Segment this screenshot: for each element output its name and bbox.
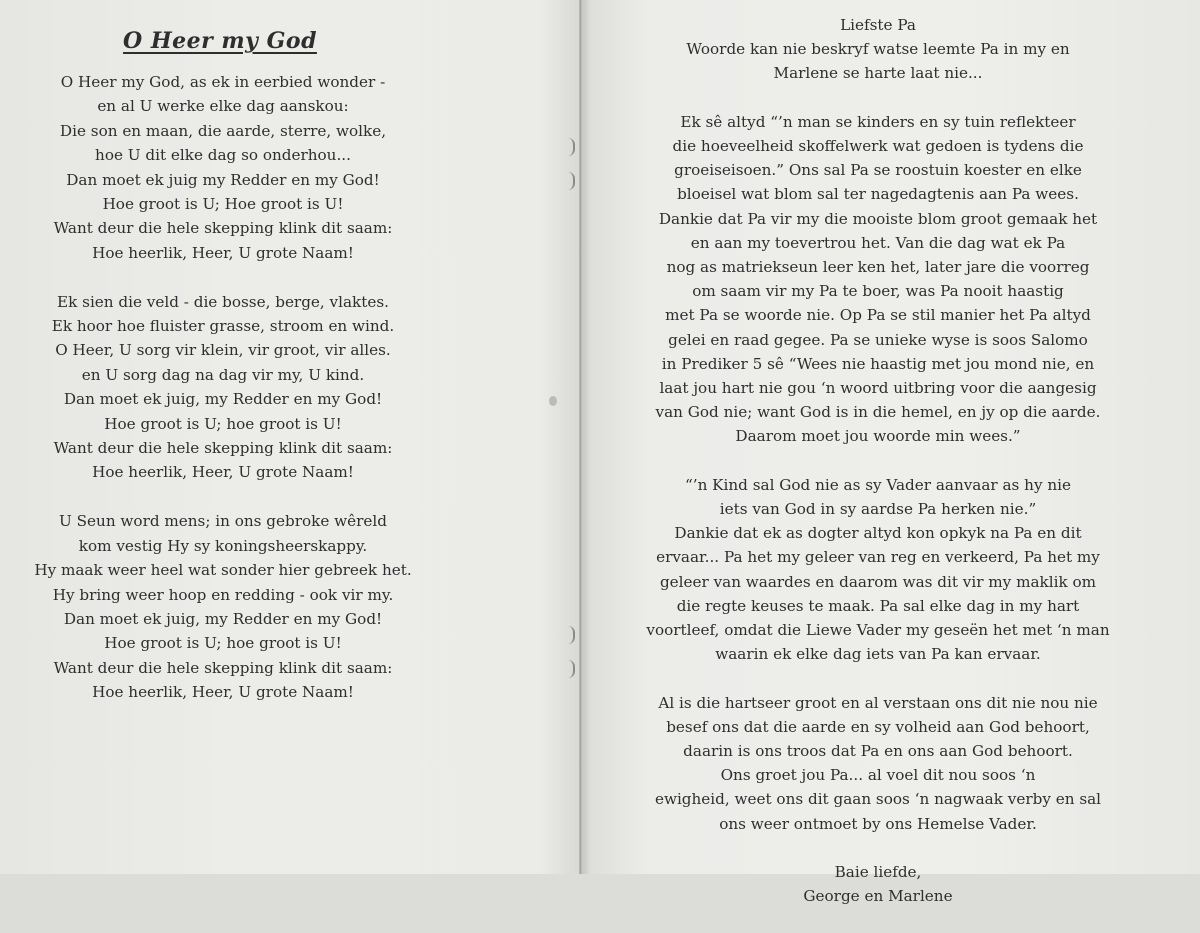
letter-line: besef ons dat die aarde en sy volheid aan God behoort, bbox=[666, 717, 1090, 736]
letter-line: ons weer ontmoet by ons Hemelse Vader. bbox=[719, 814, 1037, 833]
letter-line: waarin ek elke dag iets van Pa kan ervaar. bbox=[715, 645, 1041, 664]
letter-line: van God nie; want God is in die hemel, en jy op die aarde. bbox=[655, 403, 1101, 422]
hymn-line: Ek hoor hoe fluister grasse, stroom en wind. bbox=[51, 317, 395, 336]
letter-line: en aan my toevertrou het. Van die dag wat ek Pa bbox=[690, 233, 1066, 252]
letter-paragraph bbox=[585, 473, 1171, 667]
letter-signoff bbox=[585, 860, 1171, 908]
letter-line: Liefste Pa bbox=[840, 16, 916, 34]
hymn-line: O Heer my God, as ek in eerbied wonder - bbox=[60, 73, 386, 91]
letter-line: Ons groet jou Pa... al voel dit nou soos ‘n bbox=[720, 766, 1036, 785]
letter-line: die hoeveelheid skoffelwerk wat gedoen is tydens die bbox=[672, 137, 1084, 155]
letter-line: bloeisel wat blom sal ter nagedagtenis aan Pa wees. bbox=[677, 185, 1079, 204]
letter-line: met Pa se woorde nie. Op Pa se stil manier het Pa altyd bbox=[665, 306, 1091, 325]
hymn-line: Want deur die hele skepping klink dit saam: bbox=[53, 439, 393, 458]
hymn-stanza bbox=[0, 290, 446, 485]
tribute-letter bbox=[585, 13, 1171, 933]
letter-line: Daarom moet jou woorde min wees.” bbox=[735, 427, 1021, 446]
hymn-line: Hoe groot is U; hoe groot is U! bbox=[104, 634, 342, 653]
hymn-line: Ek sien die veld - die bosse, berge, vlaktes. bbox=[57, 292, 389, 311]
letter-line: geleer van waardes en daarom was dit vir my maklik om bbox=[659, 572, 1097, 591]
hymn-stanza bbox=[0, 509, 446, 704]
hymn-line: Dan moet ek juig, my Redder en my God! bbox=[63, 390, 383, 409]
hymn-line: kom vestig Hy sy koningsheerskappy. bbox=[78, 536, 368, 555]
hymn-line: Die son en maan, die aarde, sterre, wolke, bbox=[59, 121, 387, 140]
letter-line: laat jou hart nie gou ‘n woord uitbring voor die aangesig bbox=[659, 379, 1097, 398]
letter-line: Ek sê altyd “’n man se kinders en sy tuin reflekteer bbox=[680, 112, 1076, 131]
letter-line: die regte keuses te maak. Pa sal elke dag in my hart bbox=[676, 596, 1080, 615]
hymn-line: Dan moet ek juig my Redder en my God! bbox=[66, 170, 380, 189]
letter-line: Woorde kan nie beskryf watse leemte Pa in my en bbox=[686, 40, 1070, 59]
hymn-stanza bbox=[0, 70, 446, 265]
hymn-line: en U sorg dag na dag vir my, U kind. bbox=[81, 365, 365, 384]
letter-line: in Prediker 5 sê “Wees nie haastig met jou mond nie, en bbox=[661, 354, 1095, 373]
hymn-text bbox=[0, 70, 446, 729]
hymn-line: Want deur die hele skepping klink dit saam: bbox=[53, 658, 393, 677]
letter-line: Marlene se harte laat nie... bbox=[773, 64, 983, 83]
letter-line: nog as matriekseun leer ken het, later jare die voorreg bbox=[666, 258, 1090, 277]
letter-paragraph bbox=[585, 691, 1171, 836]
letter-paragraph bbox=[585, 110, 1171, 449]
hymn-line: Hy maak weer heel wat sonder hier gebreek het. bbox=[34, 561, 412, 580]
letter-line: voortleef, omdat die Liewe Vader my geseën het met ‘n man bbox=[646, 621, 1110, 640]
letter-greeting bbox=[585, 13, 1171, 86]
hymn-line: Hoe groot is U; Hoe groot is U! bbox=[102, 195, 344, 214]
letter-line: groeiseisoen.” Ons sal Pa se roostuin koester en elke bbox=[674, 161, 1082, 180]
hymn-line: Hoe groot is U; hoe groot is U! bbox=[104, 414, 342, 433]
letter-line: iets van God in sy aardse Pa herken nie.” bbox=[719, 500, 1037, 519]
hymn-line: Hoe heerlik, Heer, U grote Naam! bbox=[92, 683, 354, 702]
letter-closing: Baie liefde, bbox=[834, 863, 922, 882]
hymn-line: hoe U dit elke dag so onderhou... bbox=[95, 146, 351, 165]
letter-line: om saam vir my Pa te boer, was Pa nooit haastig bbox=[692, 282, 1064, 301]
hymn-line: O Heer, U sorg vir klein, vir groot, vir alles. bbox=[55, 341, 391, 360]
hymn-line: U Seun word mens; in ons gebroke wêreld bbox=[59, 512, 387, 531]
letter-line: gelei en raad gegee. Pa se unieke wyse is soos Salomo bbox=[668, 330, 1088, 349]
letter-line: “’n Kind sal God nie as sy Vader aanvaar as hy nie bbox=[684, 475, 1071, 494]
hymn-line: Hy bring weer hoop en redding - ook vir my. bbox=[52, 585, 394, 604]
hymn-line: en al U werke elke dag aanskou: bbox=[97, 97, 349, 116]
letter-line: Dankie dat ek as dogter altyd kon opkyk na Pa en dit bbox=[674, 524, 1082, 543]
letter-line: Al is die hartseer groot en al verstaan ons dit nie nou nie bbox=[658, 693, 1098, 712]
hymn-line: Hoe heerlik, Heer, U grote Naam! bbox=[92, 463, 354, 482]
letter-line: ervaar... Pa het my geleer van reg en verkeerd, Pa het my bbox=[656, 548, 1100, 567]
letter-line: daarin is ons troos dat Pa en ons aan God behoort. bbox=[683, 742, 1073, 761]
right-page bbox=[585, 0, 1200, 906]
hymn-line: Hoe heerlik, Heer, U grote Naam! bbox=[92, 243, 354, 262]
letter-line: ewigheid, weet ons dit gaan soos ‘n nagwaak verby en sal bbox=[654, 790, 1102, 809]
left-page bbox=[0, 0, 583, 874]
hymn-line: Dan moet ek juig, my Redder en my God! bbox=[63, 609, 383, 628]
letter-line: Dankie dat Pa vir my die mooiste blom groot gemaak het bbox=[658, 209, 1098, 228]
hymn-line: Want deur die hele skepping klink dit saam: bbox=[53, 219, 393, 238]
letter-signature: George en Marlene bbox=[803, 887, 953, 906]
hymn-title: O Heer my God bbox=[123, 28, 317, 54]
